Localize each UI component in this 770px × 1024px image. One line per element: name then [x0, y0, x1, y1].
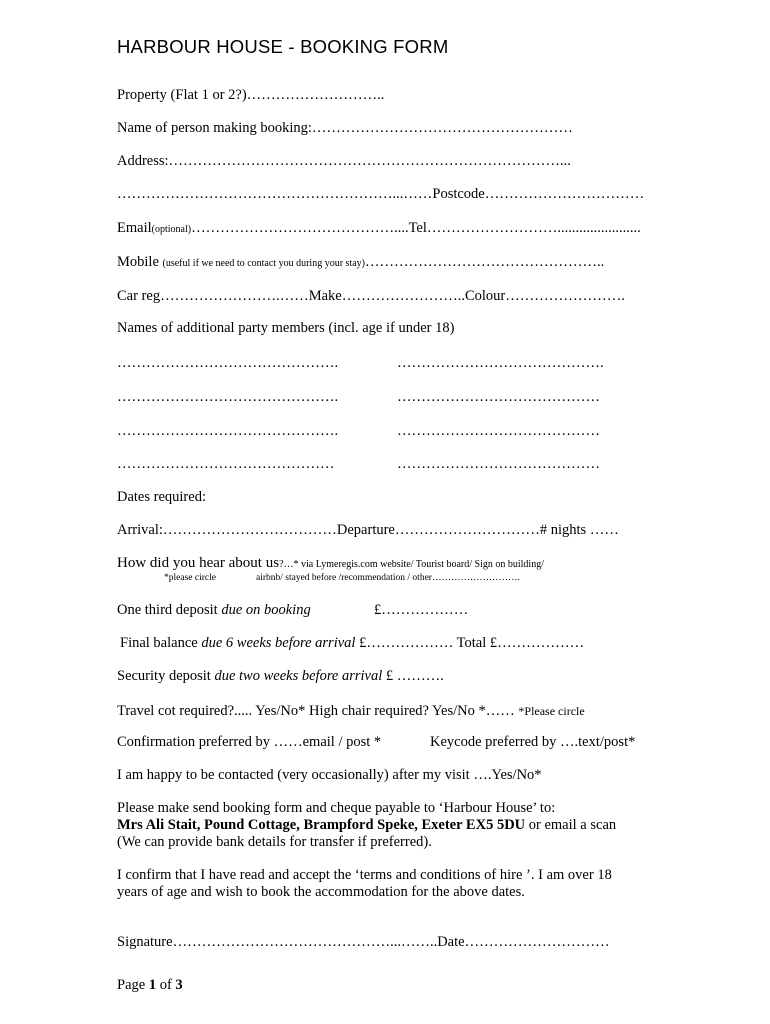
party-member-left-4[interactable]: ……………………………………… [117, 456, 335, 472]
cot-highchair-line[interactable] [117, 703, 585, 720]
balance-total-field: £……………… Total £……………… [359, 635, 585, 651]
page-mid: of [156, 977, 176, 993]
security-label: Security deposit [117, 668, 215, 684]
address-field-line-1[interactable]: Address:………………………………………………………………………... [117, 153, 571, 169]
hear-about-us-field[interactable] [117, 555, 544, 572]
form-title: HARBOUR HOUSE - BOOKING FORM [117, 36, 449, 57]
deposit-due: due on booking [221, 602, 311, 618]
arrival-departure-field[interactable]: Arrival:………………………………Departure…………………………# nights …… [117, 522, 619, 538]
contact-consent[interactable]: I am happy to be contacted (very occasionally) after my visit ….Yes/No* [117, 767, 542, 783]
party-member-left-1[interactable]: ………………………………………. [117, 355, 339, 371]
mobile-field[interactable] [117, 254, 604, 271]
deposit-label: One third deposit [117, 602, 222, 618]
email-optional-note: (optional) [151, 224, 192, 235]
send-instructions: Please make send booking form and cheque payable to ‘Harbour House’ to: [117, 800, 556, 816]
car-details-field[interactable]: Car reg…………………….……Make……………………..Colour……………………. [117, 288, 625, 304]
page-current: 1 [148, 977, 157, 993]
mobile-note: (useful if we need to contact you during your stay) [162, 258, 365, 269]
mobile-dots: ………………………………………….. [364, 254, 605, 270]
party-member-left-3[interactable]: ………………………………………. [117, 423, 339, 439]
email-label: Email [117, 220, 152, 236]
hear-about-us-label: How did you hear about us [117, 555, 280, 571]
keycode-preference[interactable]: Keycode preferred by ….text/post* [430, 734, 636, 750]
send-address: Mrs Ali Stait, Pound Cottage, Brampford Speke, Exeter EX5 5DU [117, 817, 526, 833]
security-amount-field: £ ………. [382, 668, 444, 684]
party-member-right-2[interactable]: …………………………………… [397, 389, 600, 405]
security-due: due two weeks before arrival [214, 668, 383, 684]
confirm-terms-line-2: years of age and wish to book the accommodation for the above dates. [117, 884, 525, 900]
hear-please-circle-note: *please circle [164, 573, 216, 583]
page-total: 3 [175, 977, 183, 993]
party-member-left-2[interactable]: ………………………………………. [117, 389, 339, 405]
balance-due: due 6 weeks before arrival [201, 635, 360, 651]
deposit-line [117, 602, 311, 619]
balance-label: Final balance [120, 635, 202, 651]
send-or-email: or email a scan [525, 817, 617, 833]
confirm-terms-line-1: I confirm that I have read and accept the ‘terms and conditions of hire ’. I am over 18 [117, 867, 612, 883]
party-member-right-1[interactable]: ……………………………………. [397, 355, 604, 371]
mobile-label: Mobile [117, 254, 159, 270]
email-tel-field[interactable] [117, 220, 641, 237]
address-postcode-field[interactable]: …………………………………………………...……Postcode…………………………… [117, 186, 645, 202]
hear-about-us-options-2: airbnb/ stayed before /recommendation / other………………………. [256, 573, 520, 583]
bank-details-note: (We can provide bank details for transfer if preferred). [117, 834, 432, 850]
cot-please-circle-note: *Please circle [518, 704, 585, 718]
page-prefix: Page [117, 977, 149, 993]
final-balance-line[interactable] [120, 635, 584, 652]
dates-required-heading: Dates required: [117, 489, 206, 505]
send-address-line [117, 817, 616, 834]
party-member-right-3[interactable]: …………………………………… [397, 423, 600, 439]
party-member-right-4[interactable]: …………………………………… [397, 456, 600, 472]
page-number [117, 977, 183, 994]
cot-highchair-text: Travel cot required?..... Yes/No* High chair required? Yes/No *…… [117, 703, 519, 719]
email-tel-dots: ……………………………………....Tel………………………....................... [191, 220, 641, 236]
confirmation-preference[interactable]: Confirmation preferred by ……email / post * [117, 734, 382, 750]
additional-party-heading: Names of additional party members (incl. age if under 18) [117, 320, 455, 336]
security-deposit-line[interactable] [117, 668, 444, 685]
deposit-amount-field[interactable]: £……………… [374, 602, 469, 618]
signature-date-field[interactable]: Signature………………………………………...……..Date………………………… [117, 934, 610, 950]
hear-about-us-options: ?…* via Lymeregis.com website/ Tourist board/ Sign on building/ [279, 559, 544, 570]
person-name-field[interactable]: Name of person making booking:……………………………………………… [117, 120, 573, 136]
property-field[interactable]: Property (Flat 1 or 2?)……………………….. [117, 87, 385, 103]
